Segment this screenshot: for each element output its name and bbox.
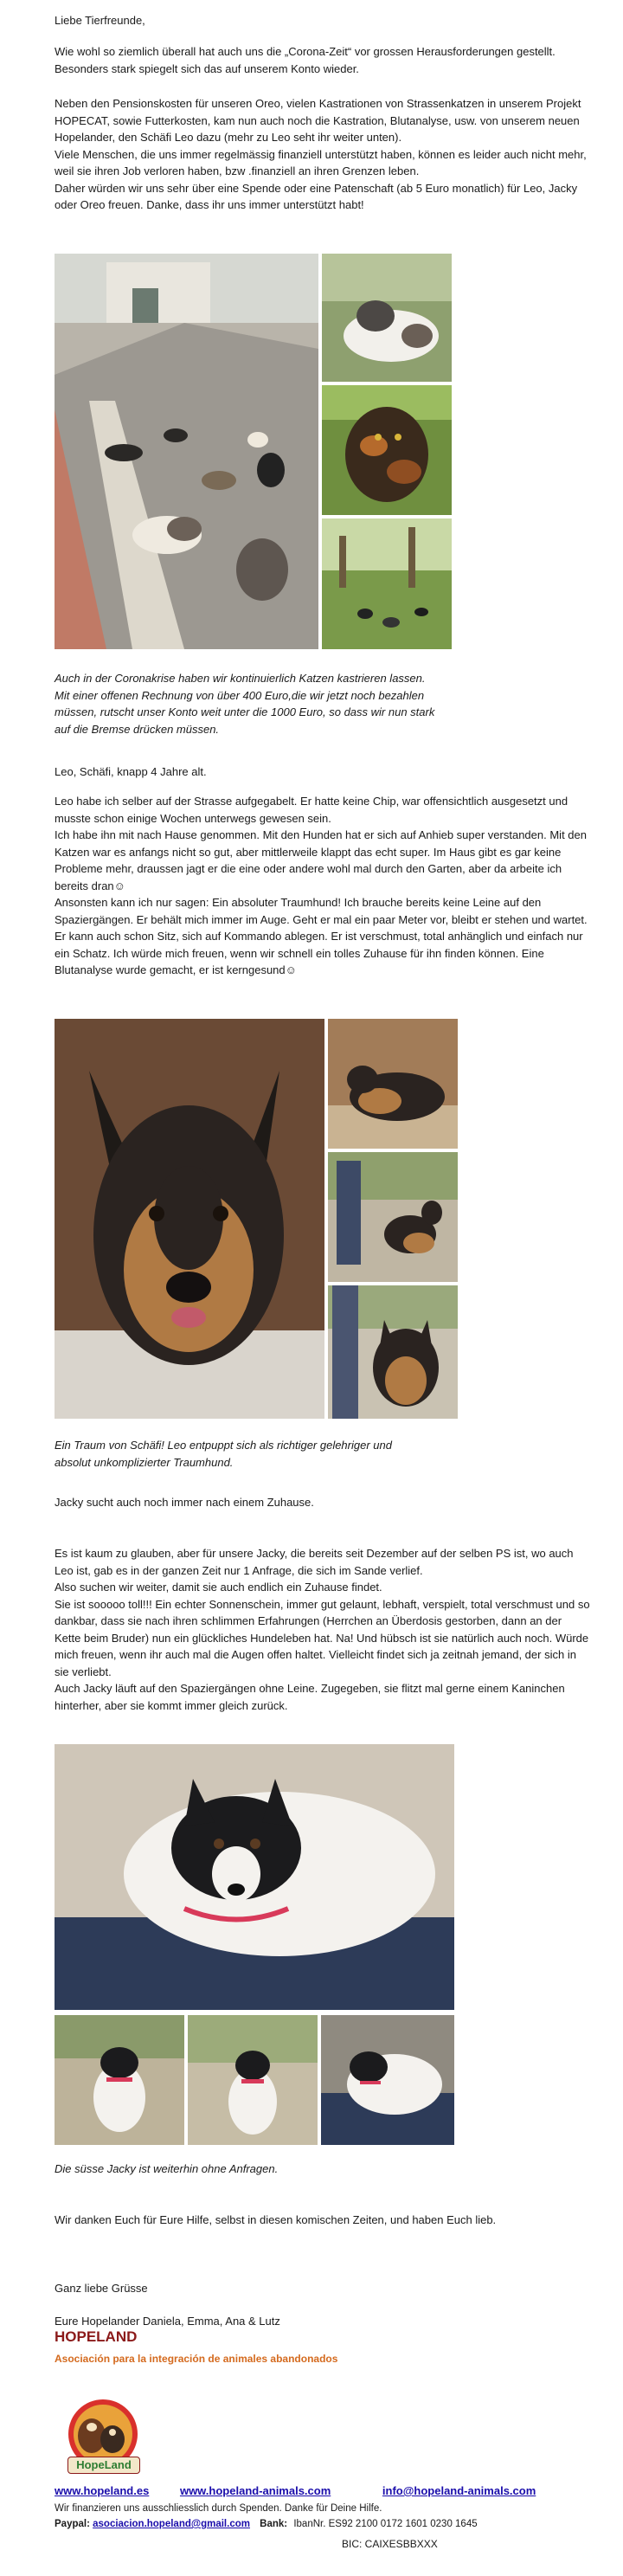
leo-heading: Leo, Schäfi, knapp 4 Jahre alt.	[55, 765, 207, 778]
regards-text: Ganz liebe Grüsse	[55, 2282, 148, 2295]
leo-caption: Ein Traum von Schäfi! Leo entpuppt sich als richtiger gelehriger und absolut unkomplizierter Traumhund.	[55, 1439, 392, 1469]
jacky-sitting-photo	[188, 2015, 318, 2145]
website-link-animals[interactable]: www.hopeland-animals.com	[179, 2484, 331, 2497]
bank-details	[55, 2517, 591, 2531]
website-link-es[interactable]: www.hopeland.es	[55, 2484, 150, 2497]
leo-description: Leo habe ich selber auf der Strasse aufgegabelt. Er hatte keine Chip, war offensichtlich ausgesetzt und musste schon einige Wochen unterwegs gewesen sein. Ich habe ihn mit nach Hause genommen. Mit den Hunden hat er sich auf Anhieb super verstanden. Mit den Katzen war es anfangs nicht so gut, aber mittlerweile klappt das echt super. Im Haus gibt es gar keine Probleme mehr, draussen jagt er die eine oder andere wohl mal durch den Garten, aber da arbeite ich bereits dran☺ Ansonsten kann ich nur sagen: Ein absoluter Traumhund! Ich brauche bereits keine Leine auf den Spaziergängen. Er behält mich immer im Auge. Geht er mal ein paar Meter vor, bleibt er stehen und wartet. Er kann auch schon Sitz, sich auf Kommando ablegen. Er ist verschmust, total anhänglich und einfach nur ein Schatz. Ich würde mich freuen, wenn wir schnell ein tolles Zuhause für ihn finden können. Eine Blutanalyse wurde gemacht, er ist kerngesund☺	[55, 795, 588, 976]
signature-text: Eure Hopelander Daniela, Emma, Ana & Lutz	[55, 2315, 280, 2328]
costs-paragraph: Neben den Pensionskosten für unseren Oreo, vielen Kastrationen von Strassenkatzen in unserem Projekt HOPECAT, sowie Futterkosten, kam nun auch noch die Kastration, Blutanalyse, usw. von unserem neuen Hopelander, den Schäfi Leo dazu (mehr zu Leo seht ihr weiter unten). Viele Menschen, die uns immer regelmässig finanziell unterstützt haben, können es leider auch nicht mehr, weil sie ihren Job verloren haben, bzw .finanziell an ihren Grenzen leben. Daher würden wir uns sehr über eine Spende oder eine Patenschaft (ab 5 Euro monatlich) für Leo, Jacky oder Oreo freuen. Danke, dass ihr uns immer unterstützt habt!	[55, 97, 587, 211]
tortoiseshell-cat-photo	[322, 385, 452, 515]
bank-label: Bank:	[260, 2519, 288, 2529]
hopeland-logo	[55, 2396, 151, 2481]
leo-walk-photo	[328, 1152, 458, 1282]
org-name: HOPELAND	[55, 2328, 138, 2345]
thanks-text: Wir danken Euch für Eure Hilfe, selbst in diesen komischen Zeiten, und haben Euch lieb.	[55, 2213, 497, 2226]
cats-garden-photo	[322, 518, 452, 649]
jacky-standing-photo	[55, 2015, 184, 2145]
greeting: Liebe Tierfreunde,	[55, 14, 145, 27]
jacky-description: Es ist kaum zu glauben, aber für unsere Jacky, die bereits seit Dezember auf der selben PS ist, wo auch Leo ist, gab es in der ganzen Zeit nur 1 Anfrage, die sich im Sande verlief. Also suchen wir weiter, damit sie auch endlich ein Zuhause findet. Sie ist sooooo toll!!! Ein echter Sonnenschein, immer gut gelaunt, lebhaft, verspielt, total verschmust und so dankbar, dass sie nach ihren schlimmen Erfahrungen (Herrchen an Überdosis gestorben, dann an der Kette beim Bruder) nun ein glückliches Hundeleben hat. Na! Und hübsch ist sie natürlich auch noch. Würde mich freuen, wenn ihr auch mal die Augen offen haltet. Vielleicht findet sich ja zeitnah jemand, der sich in sie verliebt. Auch Jacky läuft auf den Spaziergängen ohne Leine. Zugegeben, sie flitzt mal gerne einem Kaninchen hinterher, aber sie kommt immer gleich zurück.	[55, 1547, 590, 1712]
intro-paragraph: Wie wohl so ziemlich überall hat auch uns die „Corona-Zeit“ vor grossen Herausforderungen gestellt. Besonders stark spiegelt sich das auf unserem Konto wieder.	[55, 45, 556, 75]
leo-sitting-photo	[328, 1285, 458, 1419]
email-link[interactable]: info@hopeland-animals.com	[382, 2484, 536, 2497]
jacky-heading: Jacky sucht auch noch immer nach einem Zuhause.	[55, 1496, 314, 1509]
bic-text: BIC: CAIXESBBXXX	[342, 2538, 438, 2550]
contact-links	[55, 2483, 591, 2500]
cats-caption: Auch in der Coronakrise haben wir kontinuierlich Katzen kastrieren lassen. Mit einer offenen Rechnung von über 400 Euro,die wir jetzt noch bezahlen müssen, rutscht unser Konto weit unter die 1000 Euro, so dass wir nun stark auf die Bremse drücken müssen.	[55, 672, 435, 736]
jacky-portrait-photo	[55, 1744, 454, 2010]
jacky-caption: Die süsse Jacky ist weiterhin ohne Anfragen.	[55, 2162, 279, 2175]
iban-text: IbanNr. ES92 2100 0172 1601 0230 1645	[293, 2519, 478, 2529]
paypal-link[interactable]: asociacion.hopeland@gmail.com	[93, 2519, 250, 2529]
street-cats-photo	[55, 254, 318, 649]
jacky-resting-photo	[321, 2015, 454, 2145]
logo-text: HopeLand	[67, 2457, 140, 2474]
funding-note: Wir finanzieren uns ausschliesslich durch Spenden. Danke für Deine Hilfe.	[55, 2503, 382, 2514]
leo-portrait-photo	[55, 1019, 324, 1419]
cat-lying-photo	[322, 254, 452, 382]
leo-lying-photo	[328, 1019, 458, 1149]
org-tagline: Asociación para la integración de animales abandonados	[55, 2353, 338, 2365]
paypal-label: Paypal:	[55, 2519, 90, 2529]
